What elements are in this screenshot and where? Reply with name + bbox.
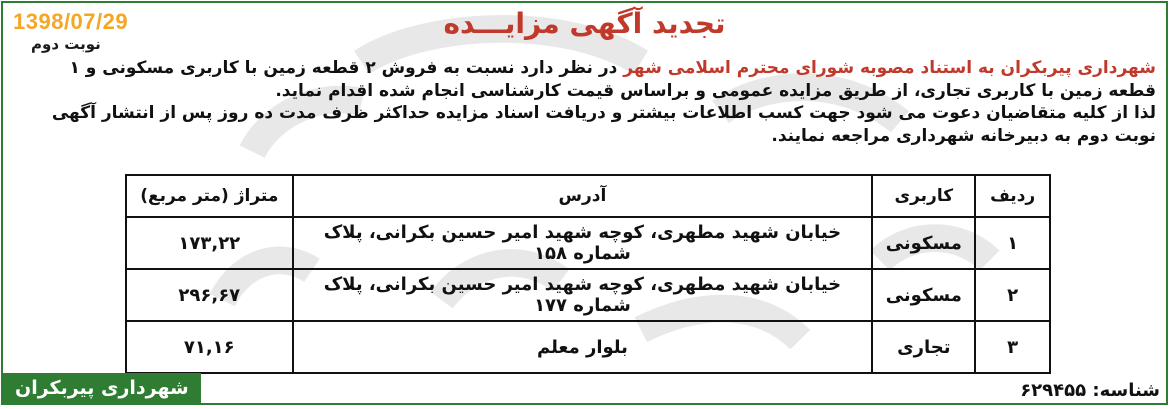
properties-table (125, 174, 1051, 374)
header-index: ردیف (975, 175, 1050, 217)
header-address: آدرس (293, 175, 873, 217)
header-area: متراژ (متر مربع) (126, 175, 293, 217)
publisher-badge: شهرداری پیربکران (3, 373, 201, 403)
table-row (126, 217, 1050, 269)
row-area: ۲۹۶,۶۷ (126, 269, 293, 321)
announcement-body (16, 57, 1156, 147)
page-title: تجدید آگهی مزایـــده (443, 7, 726, 40)
announcement-paragraph-1 (16, 57, 1156, 102)
row-area: ۷۱,۱۶ (126, 321, 293, 373)
row-address: بلوار معلم (293, 321, 873, 373)
row-address: خیابان شهید مطهری، کوچه شهید امیر حسین بکرانی، پلاک شماره ۱۷۷ (293, 269, 873, 321)
row-usage: مسکونی (872, 269, 975, 321)
announcement-lead: شهرداری پیربکران به استناد مصوبه شورای محترم اسلامی شهر (623, 58, 1156, 78)
announcement-paragraph-2: لذا از کلیه متقاضیان دعوت می شود جهت کسب اطلاعات بیشتر و دریافت اسناد مزایده حداکثر ظرف مدت ده روز پس از انتشار آگهی نوبت دوم به دبیرخانه شهرداری مراجعه نمایند. (51, 103, 1156, 146)
round-label: نوبت دوم (31, 35, 101, 53)
table-header-row (126, 175, 1050, 217)
header-usage: کاربری (872, 175, 975, 217)
row-index: ۳ (975, 321, 1050, 373)
row-address: خیابان شهید مطهری، کوچه شهید امیر حسین بکرانی، پلاک شماره ۱۵۸ (293, 217, 873, 269)
row-usage: مسکونی (872, 217, 975, 269)
row-index: ۲ (975, 269, 1050, 321)
date-stamp: 1398/07/29 (13, 9, 129, 34)
table-row (126, 321, 1050, 373)
table-row (126, 269, 1050, 321)
row-usage: تجاری (872, 321, 975, 373)
row-area: ۱۷۳,۲۲ (126, 217, 293, 269)
announcement-line1-rest: در نظر دارد نسبت به فروش ۲ قطعه زمین با کاربری مسکونی و ۱ قطعه زمین با کاربری تجاری، از طریق مزایده عمومی و براساس قیمت کارشناسی انجام شده اقدام نماید. (69, 58, 1156, 101)
row-index: ۱ (975, 217, 1050, 269)
ad-id-label: شناسه: ۶۲۹۴۵۵ (1020, 380, 1160, 401)
ad-frame (1, 1, 1168, 405)
